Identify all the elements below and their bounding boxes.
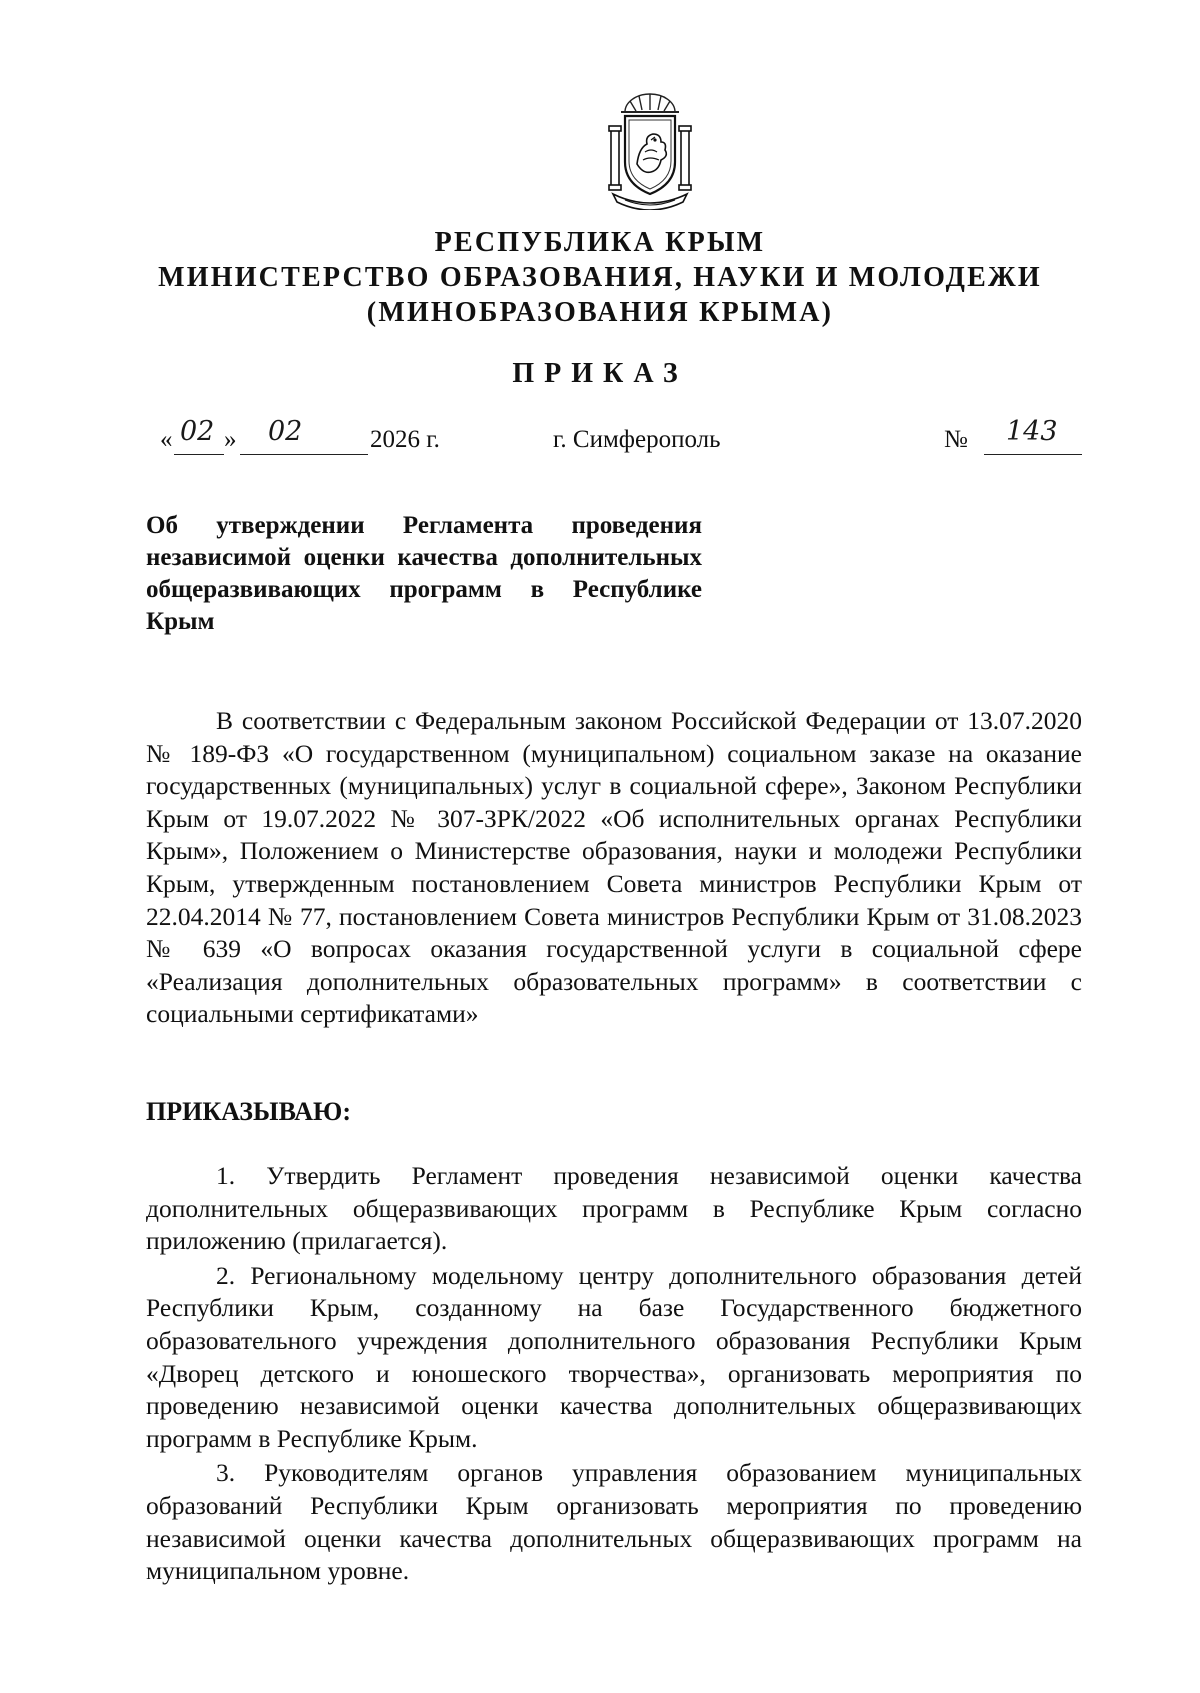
date-day-handwritten: 02 xyxy=(180,416,215,447)
city-name: г. Симферополь xyxy=(553,426,721,453)
crimea-coat-of-arms-icon xyxy=(595,90,705,210)
order-directive-word: ПРИКАЗЫВАЮ: xyxy=(146,1097,351,1126)
preamble-paragraph: В соответствии с Федеральным законом Российской Федерации от 13.07.2020 № 189-ФЗ «О государственном (муниципальном) социальном заказе на оказание государственных (муниципальных) услуг в социальной сфере», Законом Республики Крым от 19.07.2022 № 307-ЗРК/2022 «Об исполнительных органах Республики Крым», Положением о Министерстве образования, науки и молодежи Республики Крым, утвержденным постановлением Совета министров Республики Крым от 22.04.2014 № 77, постановлением Совета министров Республики Крым от 31.08.2023 № 639 «О вопросах оказания государственной услуги в социальной сфере «Реализация дополнительных образовательных программ» в соответствии с социальными сертификатами» xyxy=(146,706,1082,1029)
order-item-2: 2. Региональному модельному центру дополнительного образования детей Республики Крым, созданному на базе Государственного бюджетного образовательного учреждения дополнительного образования Республики Крым «Дворец детского и юношеского творчества», организовать мероприятия по проведению независимой оценки качества дополнительных общеразвивающих программ в Республике Крым. xyxy=(146,1260,1082,1453)
document-type-title: ПРИКАЗ xyxy=(512,358,688,389)
order-subject: Об утверждении Регламента проведения независимой оценки качества дополнительных общеразвивающих программ в Республике Крым xyxy=(146,512,702,635)
date-open-quote: « xyxy=(160,426,173,453)
order-items-list xyxy=(146,1160,1082,1588)
order-number-handwritten: 143 xyxy=(1006,416,1058,447)
date-year: 2026 г. xyxy=(370,426,440,453)
header-republic: РЕСПУБЛИКА КРЫМ xyxy=(434,227,766,258)
order-item-1: 1. Утвердить Регламент проведения независимой оценки качества дополнительных общеразвивающих программ в Республике Крым согласно приложению (прилагается). xyxy=(146,1161,1082,1256)
date-line xyxy=(158,416,1082,460)
date-month-handwritten: 02 xyxy=(268,416,303,447)
date-close-quote: » xyxy=(224,426,237,453)
header-ministry: МИНИСТЕРСТВО ОБРАЗОВАНИЯ, НАУКИ И МОЛОДЕЖИ xyxy=(158,262,1042,293)
order-item-3: 3. Руководителям органов управления образованием муниципальных образований Республики Крым организовать мероприятия по проведению независимой оценки качества дополнительных общеразвивающих программ на муниципальном уровне. xyxy=(146,1458,1082,1586)
order-number-label: № xyxy=(944,426,968,453)
header-ministry-short: (МИНОБРАЗОВАНИЯ КРЫМА) xyxy=(366,297,834,328)
